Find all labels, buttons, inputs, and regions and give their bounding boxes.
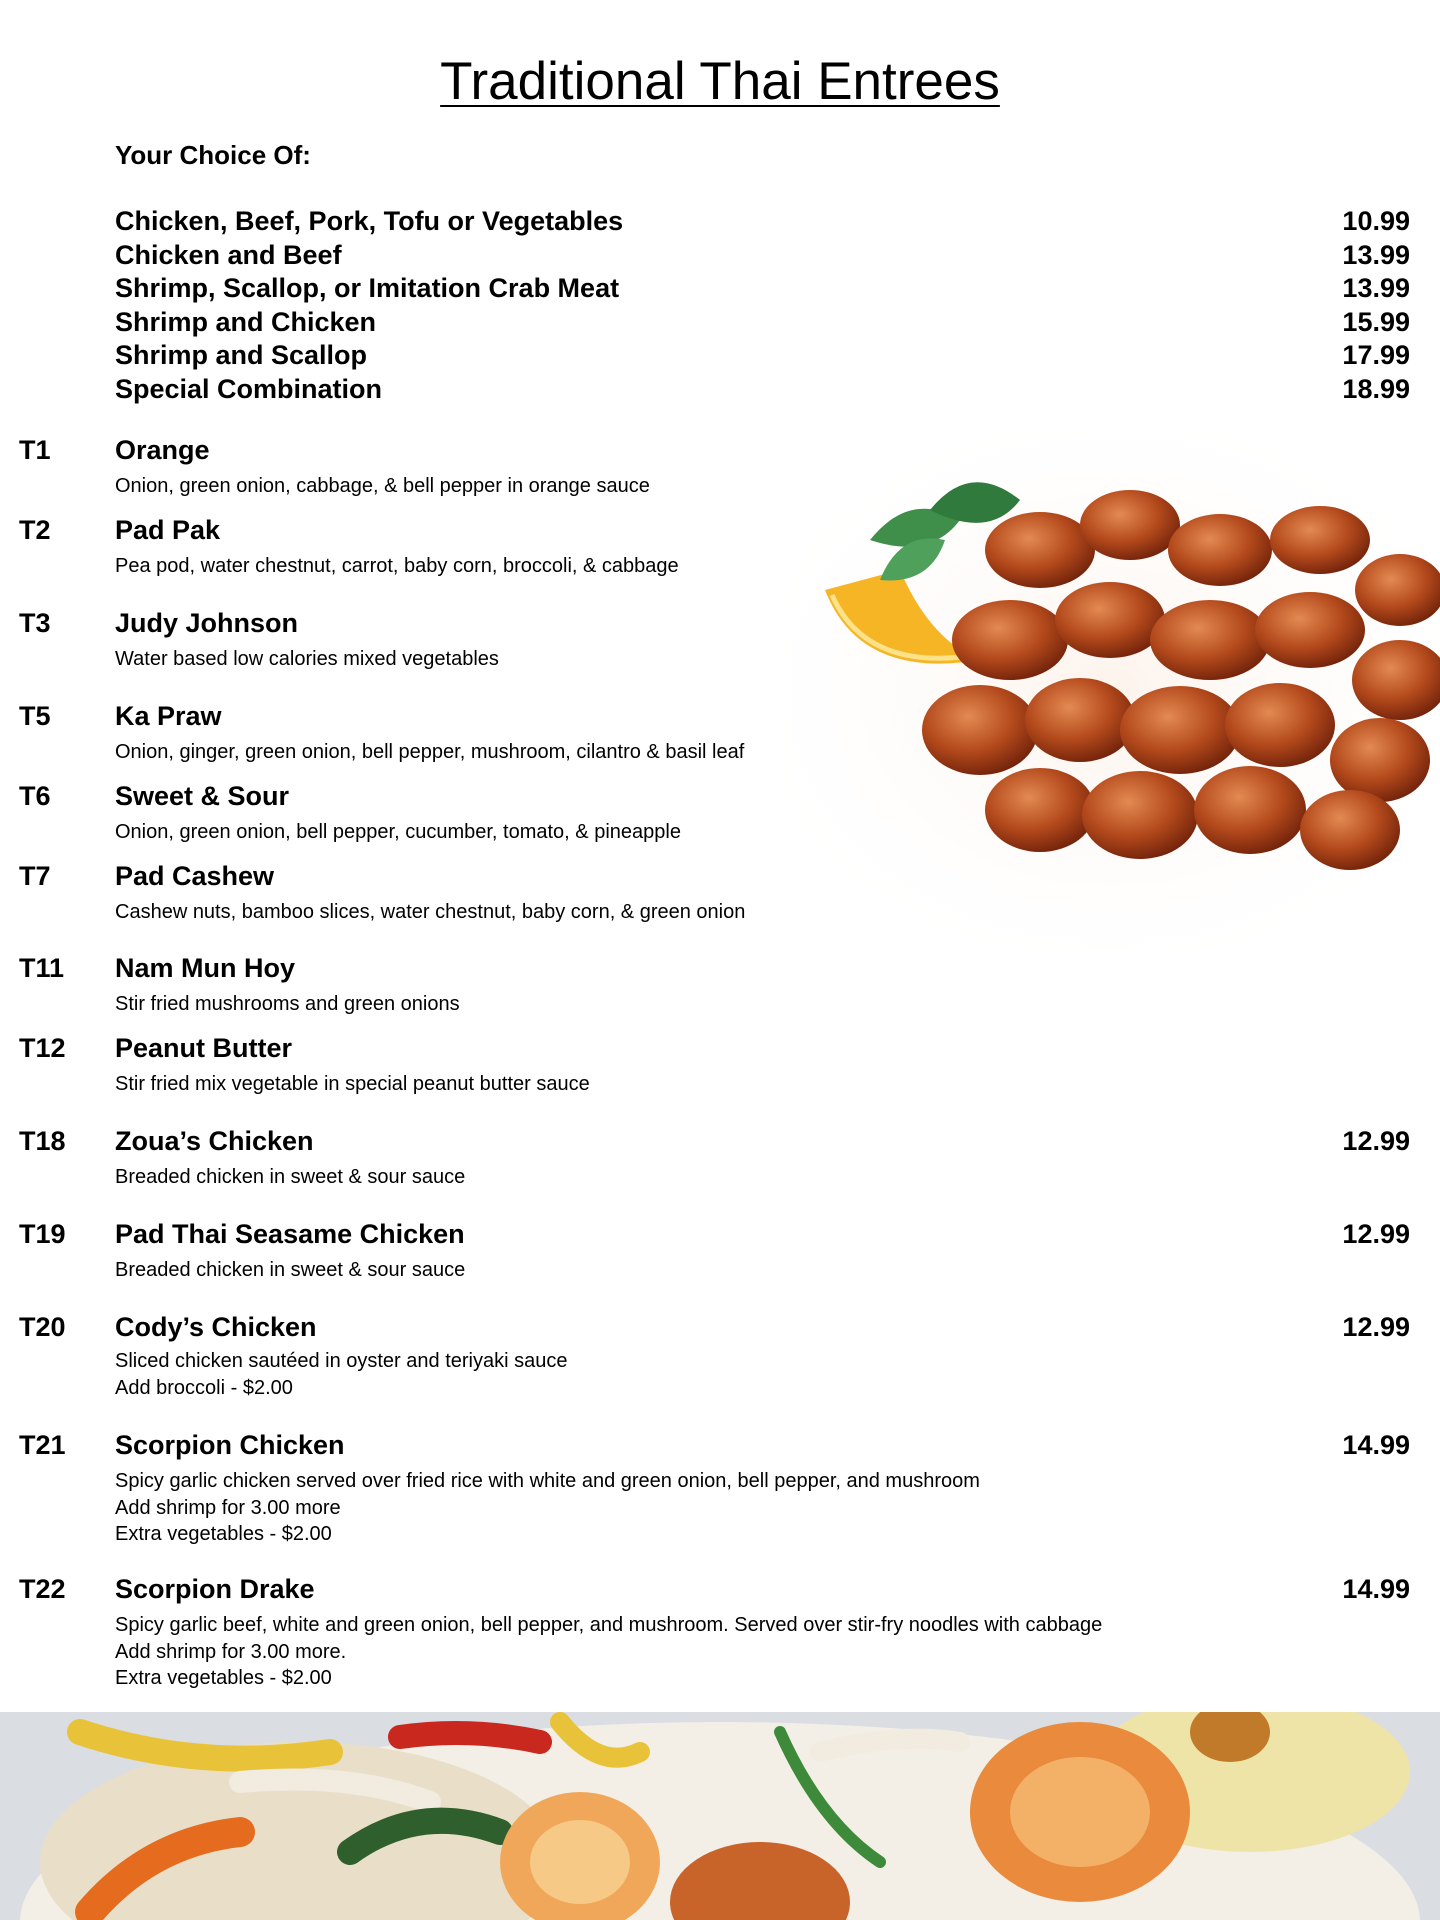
item-description-line: Sliced chicken sautéed in oyster and teriyaki sauce bbox=[115, 1350, 568, 1372]
item-description-line: Onion, green onion, bell pepper, cucumber, tomato, & pineapple bbox=[115, 821, 681, 843]
item-name: Orange bbox=[115, 435, 210, 465]
item-description-line: Add broccoli - $2.00 bbox=[115, 1376, 293, 1399]
item-name: Pad Pak bbox=[115, 515, 221, 545]
item-name: Nam Mun Hoy bbox=[115, 953, 296, 983]
item-code: T1 bbox=[19, 435, 51, 465]
price-row bbox=[115, 373, 1410, 407]
item-code: T18 bbox=[19, 1126, 66, 1156]
stir-fry-photo-art bbox=[0, 1712, 1440, 1920]
item-description-line: Onion, green onion, cabbage, & bell pepper in orange sauce bbox=[115, 475, 650, 497]
price-row-label: Special Combination bbox=[115, 373, 383, 404]
choice-heading: Your Choice Of: bbox=[115, 140, 311, 170]
item-name: Cody’s Chicken bbox=[115, 1312, 317, 1342]
item-description bbox=[115, 1257, 1265, 1284]
item-description bbox=[115, 1164, 1265, 1191]
item-description-line: Cashew nuts, bamboo slices, water chestnut, baby corn, & green onion bbox=[115, 901, 746, 923]
price-row bbox=[115, 239, 1410, 273]
page-title-text: Traditional Thai Entrees bbox=[440, 52, 1000, 111]
price-row-label: Shrimp, Scallop, or Imitation Crab Meat bbox=[115, 273, 620, 304]
item-price: 12.99 bbox=[1342, 1126, 1410, 1156]
item-price: 12.99 bbox=[1342, 1312, 1410, 1342]
item-price: 14.99 bbox=[1342, 1574, 1410, 1604]
item-name: Pad Thai Seasame Chicken bbox=[115, 1219, 465, 1249]
item-code: T7 bbox=[19, 861, 51, 891]
item-name: Ka Praw bbox=[115, 701, 222, 731]
item-description-line: Stir fried mix vegetable in special peanut butter sauce bbox=[115, 1073, 590, 1095]
item-name: Scorpion Drake bbox=[115, 1574, 315, 1604]
item-description-line: Extra vegetables - $2.00 bbox=[115, 1523, 332, 1545]
item-code: T20 bbox=[19, 1312, 66, 1342]
orange-chicken-photo bbox=[780, 430, 1440, 950]
price-row bbox=[115, 339, 1410, 373]
price-row bbox=[115, 205, 1410, 239]
item-description bbox=[115, 473, 1265, 500]
item-description-line: Onion, ginger, green onion, bell pepper, mushroom, cilantro & basil leaf bbox=[115, 741, 745, 763]
item-description-line: Breaded chicken in sweet & sour sauce bbox=[115, 1166, 466, 1188]
item-code: T5 bbox=[19, 701, 51, 731]
item-description bbox=[115, 553, 1265, 580]
item-description-line: Stir fried mushrooms and green onions bbox=[115, 993, 460, 1015]
price-row-amount: 18.99 bbox=[1342, 373, 1410, 404]
item-name: Judy Johnson bbox=[115, 608, 299, 638]
item-code: T12 bbox=[19, 1033, 66, 1063]
item-price: 14.99 bbox=[1342, 1430, 1410, 1460]
item-description-line: Water based low calories mixed vegetables bbox=[115, 648, 499, 670]
item-description-line: Add shrimp for 3.00 more bbox=[115, 1496, 341, 1519]
item-description bbox=[115, 1071, 1265, 1098]
item-name: Zoua’s Chicken bbox=[115, 1126, 314, 1156]
item-code: T11 bbox=[19, 953, 65, 983]
item-description bbox=[115, 1468, 1265, 1548]
item-description bbox=[115, 646, 1265, 673]
protein-price-table bbox=[115, 205, 1410, 407]
item-code: T3 bbox=[19, 608, 51, 638]
item-description bbox=[115, 899, 1265, 926]
item-description bbox=[115, 1612, 1265, 1692]
item-description bbox=[115, 1348, 1265, 1401]
item-description-line: Spicy garlic chicken served over fried rice with white and green onion, bell pepper, and mushroom bbox=[115, 1470, 980, 1492]
item-name: Pad Cashew bbox=[115, 861, 275, 891]
item-name: Peanut Butter bbox=[115, 1033, 293, 1063]
item-name: Scorpion Chicken bbox=[115, 1430, 345, 1460]
item-description bbox=[115, 819, 1265, 846]
price-row-label: Shrimp and Chicken bbox=[115, 306, 377, 337]
item-price: 12.99 bbox=[1342, 1219, 1410, 1249]
price-row-amount: 10.99 bbox=[1342, 206, 1410, 236]
item-description-line: Breaded chicken in sweet & sour sauce bbox=[115, 1259, 466, 1281]
item-name: Sweet & Sour bbox=[115, 781, 290, 811]
price-row-label: Chicken, Beef, Pork, Tofu or Vegetables bbox=[115, 206, 624, 236]
item-description-line: Pea pod, water chestnut, carrot, baby corn, broccoli, & cabbage bbox=[115, 555, 679, 577]
item-description-line: Extra vegetables - $2.00 bbox=[115, 1667, 332, 1689]
item-description bbox=[115, 991, 1265, 1018]
price-row-amount: 15.99 bbox=[1342, 306, 1410, 337]
item-code: T6 bbox=[19, 781, 51, 811]
price-row-amount: 13.99 bbox=[1342, 239, 1410, 270]
price-row-label: Shrimp and Scallop bbox=[115, 340, 368, 371]
item-description-line: Add shrimp for 3.00 more. bbox=[115, 1640, 347, 1663]
item-code: T21 bbox=[19, 1430, 66, 1460]
item-code: T2 bbox=[19, 515, 51, 545]
price-row-label: Chicken and Beef bbox=[115, 239, 342, 270]
price-row-amount: 17.99 bbox=[1342, 340, 1410, 371]
item-description-line: Spicy garlic beef, white and green onion, bell pepper, and mushroom. Served over stir-fry noodles with cabbage bbox=[115, 1614, 1103, 1636]
page-title bbox=[0, 50, 1440, 114]
stir-fry-photo bbox=[0, 1712, 1440, 1920]
price-row bbox=[115, 272, 1410, 306]
price-row bbox=[115, 306, 1410, 340]
item-code: T19 bbox=[19, 1219, 66, 1249]
item-code: T22 bbox=[19, 1574, 66, 1604]
price-row-amount: 13.99 bbox=[1342, 273, 1410, 304]
item-description bbox=[115, 739, 1265, 766]
